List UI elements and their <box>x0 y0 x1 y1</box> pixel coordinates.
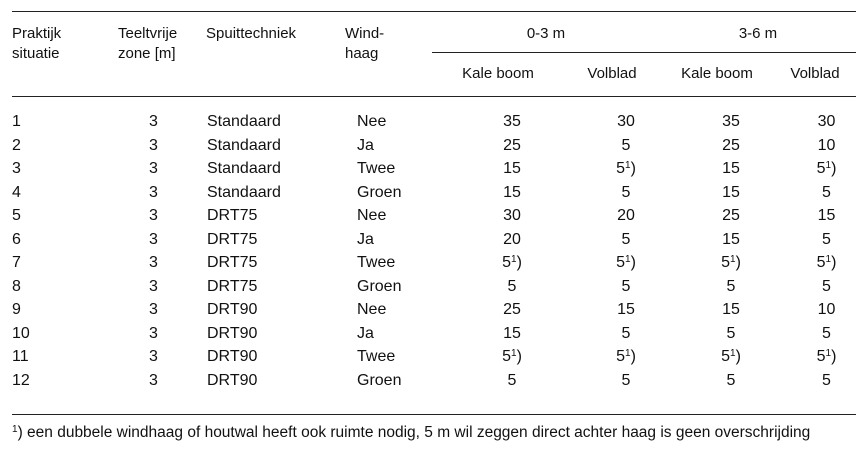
footnote-ref-paren: ) <box>831 254 837 271</box>
cell-zone: 3 <box>149 277 158 295</box>
cell-zone: 3 <box>149 207 158 224</box>
cell-zone: 3 <box>149 230 158 248</box>
table-row <box>12 275 865 299</box>
cell-value: 5 <box>816 160 826 177</box>
header-praktijk-line1: Praktijk <box>12 25 62 42</box>
cell-situatie: 11 <box>12 348 29 365</box>
header-praktijk-situatie <box>12 24 61 64</box>
cell-3-6m-volblad <box>788 181 865 205</box>
cell-value: 5 <box>621 371 631 389</box>
cell-3-6m-kale-boom <box>674 134 788 158</box>
table-row <box>12 157 865 181</box>
header-group-0-3m: 0-3 m <box>526 25 566 42</box>
cell-techniek: Standaard <box>207 160 281 177</box>
footnote-ref-paren: ) <box>516 348 522 365</box>
cell-situatie: 3 <box>12 160 21 177</box>
table-row <box>12 322 865 346</box>
cell-value: 5 <box>726 324 736 342</box>
cell-0-3m-kale-boom <box>446 134 578 158</box>
cell-3-6m-kale-boom <box>674 157 788 181</box>
cell-value: 15 <box>817 207 836 224</box>
table-row <box>12 298 865 322</box>
footnote-ref-paren: ) <box>735 348 741 365</box>
cell-value: 30 <box>617 113 635 130</box>
cell-0-3m-volblad <box>578 322 674 346</box>
table-row <box>12 251 865 275</box>
cell-0-3m-volblad <box>578 181 674 205</box>
cell-value: 5 <box>502 348 511 365</box>
subheader-volblad-2: Volblad <box>790 65 840 82</box>
cell-value: 15 <box>617 301 635 318</box>
cell-techniek: DRT90 <box>207 348 258 365</box>
cell-3-6m-volblad <box>788 228 865 252</box>
cell-0-3m-volblad <box>578 110 674 134</box>
cell-windhaag: Nee <box>357 113 387 130</box>
table-bottom-rule <box>12 414 856 415</box>
table-top-rule <box>12 11 856 12</box>
cell-value: 25 <box>503 136 521 154</box>
cell-windhaag: Nee <box>357 301 387 318</box>
cell-value: 25 <box>503 301 521 318</box>
cell-value: 5 <box>507 371 517 389</box>
table-row <box>12 228 865 252</box>
cell-0-3m-volblad <box>578 369 674 393</box>
cell-value: 15 <box>503 160 521 177</box>
footnote-ref: 1 <box>625 254 631 265</box>
cell-situatie: 2 <box>12 136 21 154</box>
cell-situatie: 8 <box>12 277 21 295</box>
footnote-ref: 1 <box>825 254 832 265</box>
cell-3-6m-kale-boom <box>674 110 788 134</box>
cell-windhaag: Twee <box>357 348 396 365</box>
cell-value: 15 <box>722 301 740 318</box>
cell-3-6m-kale-boom <box>674 204 788 228</box>
footnote-ref: 1 <box>511 348 517 359</box>
cell-value: 35 <box>503 113 521 130</box>
table-row <box>12 134 865 158</box>
cell-value: 20 <box>503 230 521 248</box>
cell-value: 5 <box>621 183 631 201</box>
cell-0-3m-kale-boom <box>446 157 578 181</box>
cell-value: 5 <box>822 230 831 248</box>
cell-windhaag: Groen <box>357 183 402 201</box>
cell-value: 5 <box>621 230 631 248</box>
footnote-ref-paren: ) <box>516 254 522 271</box>
cell-value: 15 <box>503 324 521 342</box>
cell-value: 30 <box>817 113 836 130</box>
header-bottom-rule <box>12 96 856 97</box>
table-row <box>12 369 865 393</box>
cell-windhaag: Groen <box>357 371 402 389</box>
cell-value: 30 <box>503 207 521 224</box>
cell-value: 5 <box>816 348 826 365</box>
cell-0-3m-volblad <box>578 251 674 275</box>
cell-windhaag: Ja <box>357 324 374 342</box>
header-windhaag-line2: haag <box>345 45 379 62</box>
footnote-ref-paren: ) <box>831 160 837 177</box>
cell-value: 35 <box>722 113 740 130</box>
cell-value: 5 <box>822 324 831 342</box>
cell-0-3m-kale-boom <box>446 369 578 393</box>
cell-0-3m-kale-boom <box>446 275 578 299</box>
data-table <box>12 110 865 392</box>
footnote-ref-paren: ) <box>630 348 636 365</box>
table-row <box>12 110 865 134</box>
cell-techniek: DRT75 <box>207 207 258 224</box>
cell-value: 5 <box>726 277 736 295</box>
cell-situatie: 1 <box>12 113 21 130</box>
footnote-ref-paren: ) <box>735 254 741 271</box>
cell-3-6m-volblad <box>788 110 865 134</box>
cell-windhaag: Twee <box>357 254 396 271</box>
cell-3-6m-volblad <box>788 322 865 346</box>
header-teeltvrije-line1: Teeltvrije <box>118 25 178 42</box>
cell-value: 20 <box>617 207 635 224</box>
header-teeltvrije-zone <box>118 24 177 64</box>
cell-0-3m-kale-boom <box>446 322 578 346</box>
footnote-ref-paren: ) <box>630 160 636 177</box>
table-row <box>12 204 865 228</box>
cell-3-6m-volblad <box>788 369 865 393</box>
cell-situatie: 6 <box>12 230 21 248</box>
footnote-ref-paren: ) <box>630 254 636 271</box>
cell-0-3m-volblad <box>578 275 674 299</box>
cell-situatie: 12 <box>12 371 30 389</box>
header-spuittechniek <box>206 24 296 44</box>
cell-3-6m-volblad <box>788 204 865 228</box>
cell-3-6m-volblad <box>788 298 865 322</box>
cell-zone: 3 <box>149 324 158 342</box>
cell-zone: 3 <box>149 160 158 177</box>
header-praktijk-line2: situatie <box>12 45 60 62</box>
header-spuittechniek-label: Spuittechniek <box>206 25 297 42</box>
cell-techniek: Standaard <box>207 113 281 130</box>
footnote-ref-paren: ) <box>831 348 837 365</box>
subheader-kale-boom-2: Kale boom <box>681 65 753 82</box>
cell-3-6m-kale-boom <box>674 345 788 369</box>
cell-value: 5 <box>621 324 631 342</box>
cell-value: 15 <box>503 183 521 201</box>
footnote-ref: 1 <box>625 160 631 171</box>
cell-0-3m-kale-boom <box>446 345 578 369</box>
footnote-ref: 1 <box>511 254 517 265</box>
cell-3-6m-kale-boom <box>674 322 788 346</box>
header-teeltvrije-line2: zone [m] <box>118 45 176 62</box>
cell-situatie: 9 <box>12 301 21 318</box>
footnote <box>12 424 810 442</box>
cell-techniek: DRT75 <box>207 230 258 248</box>
cell-0-3m-kale-boom <box>446 228 578 252</box>
cell-0-3m-kale-boom <box>446 181 578 205</box>
cell-techniek: DRT75 <box>207 277 258 295</box>
cell-value: 5 <box>721 254 730 271</box>
cell-value: 25 <box>722 207 740 224</box>
cell-value: 15 <box>722 183 740 201</box>
cell-value: 5 <box>726 371 736 389</box>
cell-0-3m-kale-boom <box>446 298 578 322</box>
cell-value: 5 <box>616 160 625 177</box>
table-row <box>12 181 865 205</box>
cell-value: 5 <box>822 183 831 201</box>
cell-value: 5 <box>616 348 625 365</box>
cell-value: 15 <box>722 230 740 248</box>
footnote-ref: 1 <box>825 348 832 359</box>
cell-zone: 3 <box>149 301 158 318</box>
cell-zone: 3 <box>149 136 158 154</box>
footnote-ref: 1 <box>625 348 631 359</box>
cell-zone: 3 <box>149 254 158 271</box>
table-body <box>12 110 865 392</box>
cell-windhaag: Groen <box>357 277 402 295</box>
header-group-3-6m: 3-6 m <box>738 25 778 42</box>
footnote-ref: 1 <box>825 160 832 171</box>
cell-3-6m-volblad <box>788 251 865 275</box>
subheader-kale-boom-1: Kale boom <box>462 65 534 82</box>
cell-0-3m-kale-boom <box>446 110 578 134</box>
cell-situatie: 5 <box>12 207 21 224</box>
cell-value: 10 <box>817 301 836 318</box>
cell-windhaag: Twee <box>357 160 396 177</box>
footnote-text: ) een dubbele windhaag of houtwal heeft ook ruimte nodig, 5 m wil zeggen direct achter haag is geen overschrijding <box>17 424 811 441</box>
cell-3-6m-kale-boom <box>674 181 788 205</box>
cell-3-6m-kale-boom <box>674 228 788 252</box>
cell-value: 5 <box>816 254 826 271</box>
cell-zone: 3 <box>149 371 158 389</box>
cell-zone: 3 <box>149 348 158 365</box>
cell-windhaag: Nee <box>357 207 387 224</box>
cell-techniek: DRT90 <box>207 301 258 318</box>
cell-3-6m-kale-boom <box>674 251 788 275</box>
header-windhaag <box>345 24 384 64</box>
cell-situatie: 7 <box>12 254 21 271</box>
cell-techniek: Standaard <box>207 136 281 154</box>
cell-0-3m-volblad <box>578 204 674 228</box>
cell-techniek: DRT90 <box>207 324 258 342</box>
cell-value: 5 <box>502 254 511 271</box>
cell-0-3m-volblad <box>578 157 674 181</box>
cell-0-3m-volblad <box>578 345 674 369</box>
cell-0-3m-volblad <box>578 228 674 252</box>
cell-value: 5 <box>822 277 831 295</box>
table-row <box>12 345 865 369</box>
cell-techniek: DRT90 <box>207 371 258 389</box>
cell-situatie: 4 <box>12 183 21 201</box>
footnote-ref: 1 <box>730 254 736 265</box>
cell-value: 25 <box>722 136 740 154</box>
cell-windhaag: Ja <box>357 230 374 248</box>
footnote-ref: 1 <box>730 348 736 359</box>
cell-value: 5 <box>621 277 631 295</box>
cell-value: 5 <box>616 254 625 271</box>
cell-zone: 3 <box>149 113 158 130</box>
footnote-mark: 1 <box>12 424 18 435</box>
cell-techniek: DRT75 <box>207 254 258 271</box>
cell-3-6m-volblad <box>788 275 865 299</box>
cell-3-6m-kale-boom <box>674 369 788 393</box>
cell-value: 5 <box>621 136 631 154</box>
cell-value: 10 <box>817 136 836 154</box>
cell-0-3m-volblad <box>578 134 674 158</box>
cell-0-3m-kale-boom <box>446 204 578 228</box>
cell-situatie: 10 <box>12 324 30 342</box>
group-header-rule <box>432 52 856 53</box>
cell-windhaag: Ja <box>357 136 374 154</box>
cell-0-3m-kale-boom <box>446 251 578 275</box>
cell-techniek: Standaard <box>207 183 281 201</box>
cell-value: 5 <box>721 348 730 365</box>
subheader-volblad-1: Volblad <box>587 65 637 82</box>
cell-3-6m-kale-boom <box>674 275 788 299</box>
cell-zone: 3 <box>149 183 158 201</box>
cell-3-6m-volblad <box>788 157 865 181</box>
cell-3-6m-volblad <box>788 345 865 369</box>
cell-3-6m-volblad <box>788 134 865 158</box>
cell-value: 5 <box>507 277 517 295</box>
cell-value: 15 <box>722 160 740 177</box>
cell-value: 5 <box>822 371 831 389</box>
cell-0-3m-volblad <box>578 298 674 322</box>
cell-3-6m-kale-boom <box>674 298 788 322</box>
header-windhaag-line1: Wind- <box>345 25 385 42</box>
